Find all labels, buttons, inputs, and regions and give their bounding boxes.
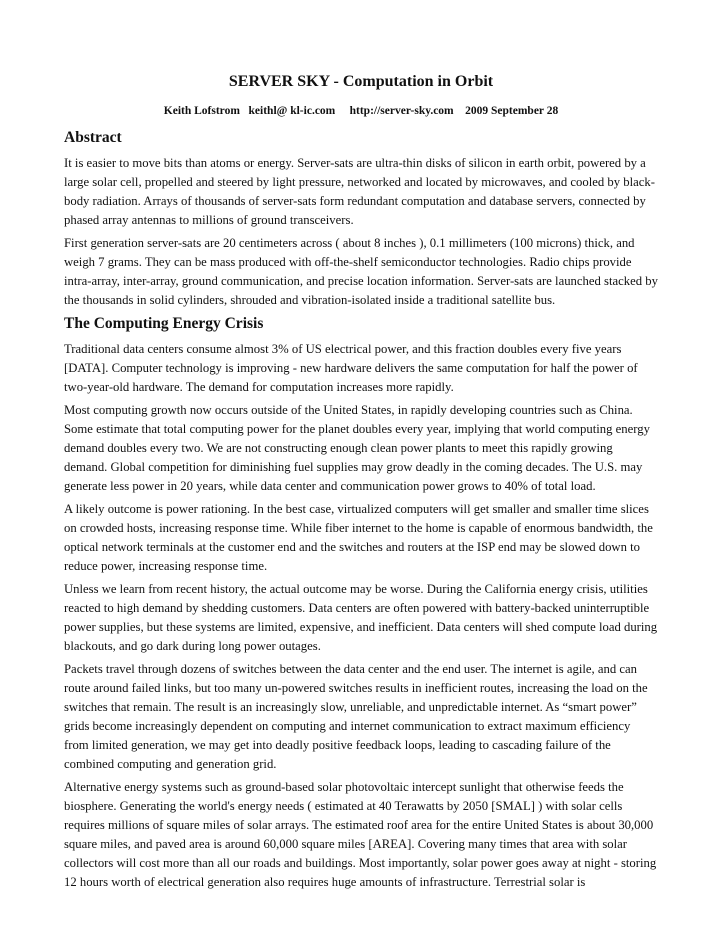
- crisis-paragraph-3: A likely outcome is power rationing. In the best case, virtualized computers will get smaller and smaller time slices on crowded hosts, increasing response time. While fiber internet to the home is capable of enormous bandwidth, the optical network terminals at the customer end and the switches and routers at the ISP end may be slowed down to reduce power, increasing response time.: [64, 502, 653, 573]
- crisis-paragraph-1: Traditional data centers consume almost 3% of US electrical power, and this fraction doubles every five years [DATA]. Computer technology is improving - new hardware delivers the same computation for half the power of two-year-old hardware. The demand for computation increases more rapidly.: [64, 342, 638, 394]
- section-heading-abstract: Abstract: [64, 129, 122, 146]
- abstract-paragraph-2: First generation server-sats are 20 centimeters across ( about 8 inches ), 0.1 millimeters (100 microns) thick, and weigh 7 grams. They can be mass produced with off-the-shelf semiconductor technologies. Radio chips provide intra-array, inter-array, ground communication, and precise location information. Server-sats are launched stacked by the thousands in solid cylinders, shrouded and vibration-isolated inside a traditional satellite bus.: [64, 236, 658, 307]
- document-title: SERVER SKY - Computation in Orbit: [228, 73, 494, 90]
- crisis-paragraph-5: Packets travel through dozens of switches between the data center and the end user. The internet is agile, and can route around failed links, but too many un-powered switches results in inefficient routes, increasing the load on the switches that remain. The result is an increasingly slow, unreliable, and unpredictable internet. As “smart power” grids become increasingly dependent on computing and internet communication to extract maximum efficiency from limited generation, we may get into deadly positive feedback loops, leading to cascading failure of the combined computing and generation grid.: [64, 662, 648, 771]
- crisis-paragraph-2: Most computing growth now occurs outside of the United States, in rapidly developing countries such as China. Some estimate that total computing power for the planet doubles every year, implying that world computing energy demand doubles every two. We are not constructing enough clean power plants to meet this rapidly growing demand. Global competition for diminishing fuel supplies may grow deadly in the coming decades. The U.S. may generate less power in 20 years, while data center and communication power grows to 40% of total load.: [64, 403, 650, 493]
- abstract-paragraph-1: It is easier to move bits than atoms or energy. Server-sats are ultra-thin disks of silicon in earth orbit, powered by a large solar cell, propelled and steered by light pressure, networked and located by microwaves, and cooled by black-body radiation. Arrays of thousands of server-sats form redundant computation and database servers, connected by phased array antennas to millions of ground transceivers.: [64, 156, 655, 227]
- section-heading-energy-crisis: The Computing Energy Crisis: [64, 315, 264, 332]
- crisis-paragraph-4: Unless we learn from recent history, the actual outcome may be worse. During the California energy crisis, utilities reacted to high demand by shedding customers. Data centers are often powered with battery-backed uninterruptible power supplies, but these systems are limited, expensive, and inefficient. Data centers will shed compute load during blackouts, and go dark during long power outages.: [64, 582, 658, 653]
- author-byline: Keith Lofstrom keithl@ kl-ic.com http://server-sky.com 2009 September 28: [163, 105, 559, 117]
- crisis-paragraph-6: Alternative energy systems such as ground-based solar photovoltaic intercept sunlight that otherwise feeds the biosphere. Generating the world's energy needs ( estimated at 40 Terawatts by 2050 [SMAL] ) with solar cells requires millions of square miles of solar arrays. The estimated roof area for the entire United States is about 30,000 square miles, and paved area is around 60,000 square miles [AREA]. Covering many times that area with solar collectors will cost more than all our roads and buildings. Most importantly, solar power goes away at night - storing 12 hours worth of electrical generation also requires huge amounts of infrastructure. Terrestrial solar is: [64, 780, 657, 889]
